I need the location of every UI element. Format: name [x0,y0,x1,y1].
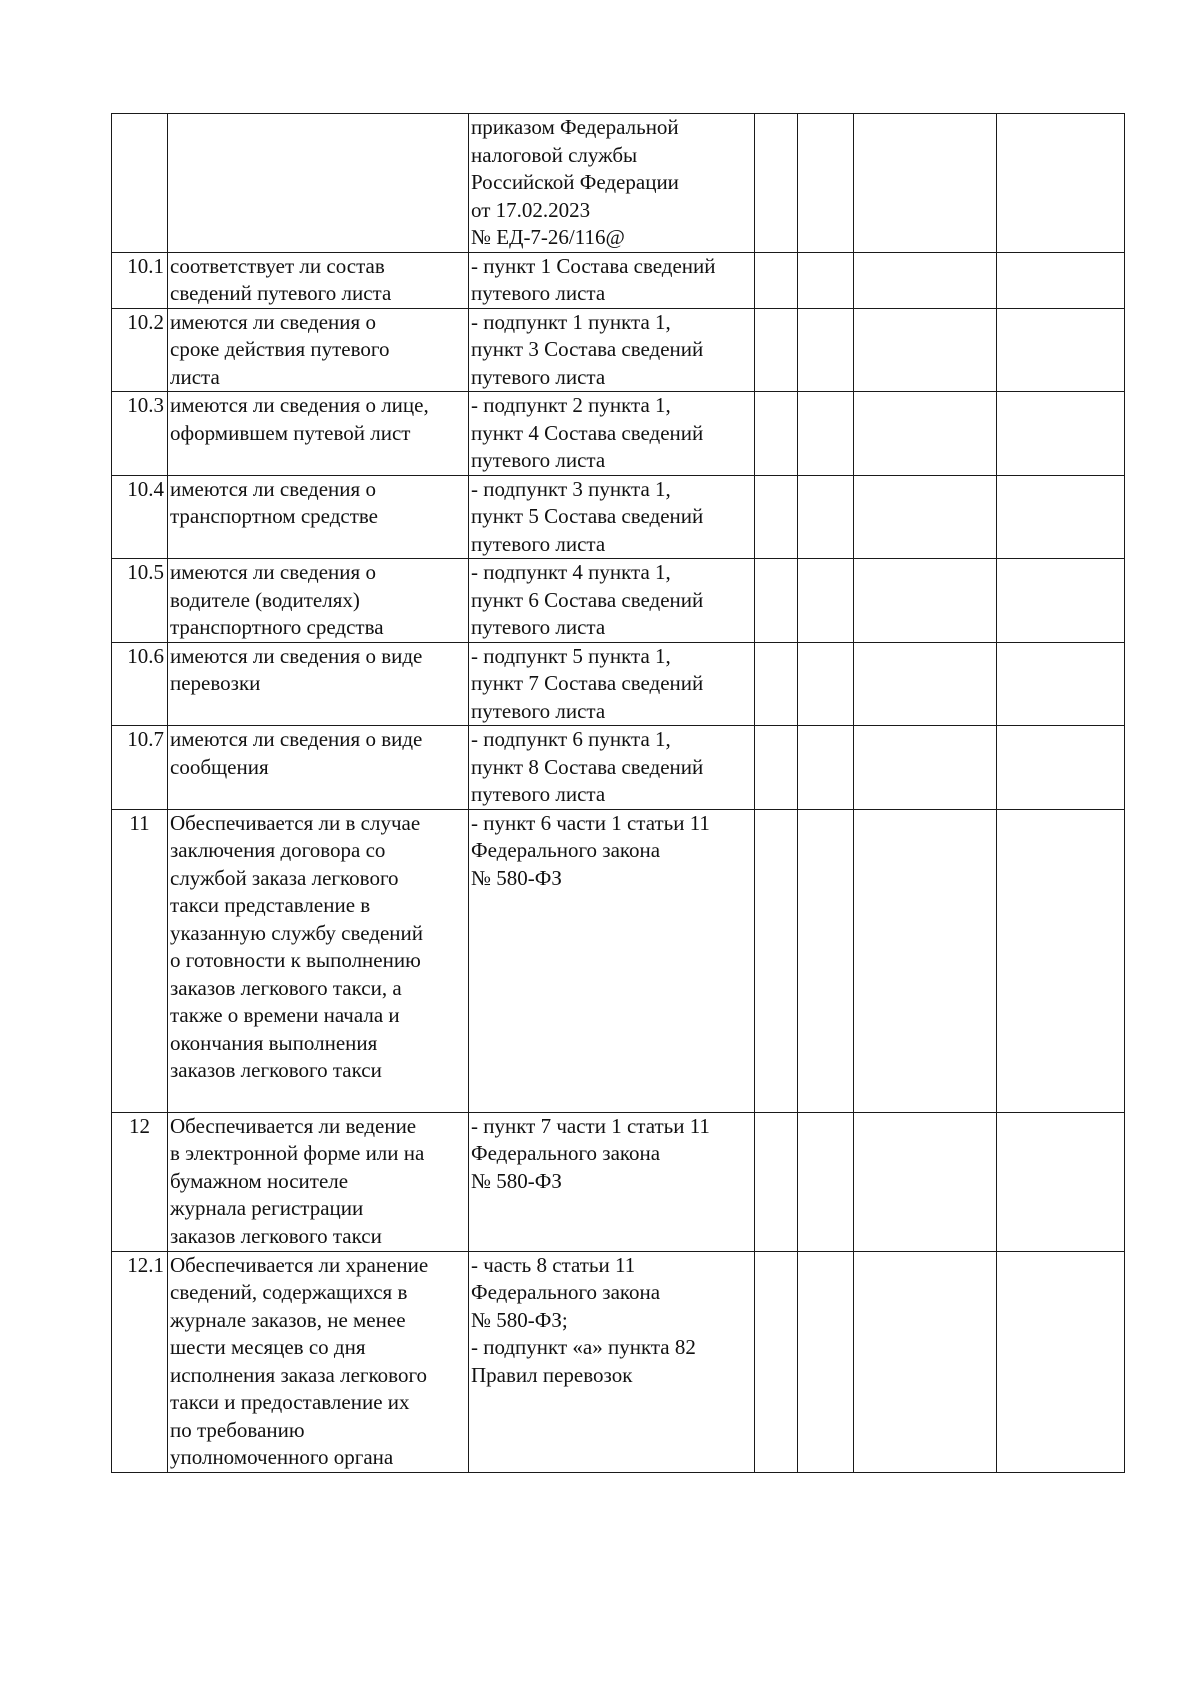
requirement-question: Обеспечивается ли хранение сведений, содержащихся в журнале заказов, не менее шести месяцев со дня исполнения заказа легкового такси и предоставление их по требованию уполномоченного органа [168,1251,469,1472]
answer-yes-cell [755,726,798,810]
notes-cell [997,475,1125,559]
table-row [112,809,1125,1112]
answer-no-cell [798,252,854,308]
answer-na-cell [854,1251,997,1472]
table-row [112,1112,1125,1251]
notes-cell [997,308,1125,392]
answer-no-cell [798,475,854,559]
table-row [112,392,1125,476]
answer-na-cell [854,726,997,810]
answer-no-cell [798,726,854,810]
row-number: 10.1 [112,252,168,308]
answer-no-cell [798,1112,854,1251]
answer-yes-cell [755,252,798,308]
answer-yes-cell [755,475,798,559]
row-number: 10.5 [112,559,168,643]
checklist-table [111,113,1125,1473]
row-number [112,114,168,253]
row-number: 12.1 [112,1251,168,1472]
legal-basis: - подпункт 1 пункта 1, пункт 3 Состава сведений путевого листа [469,308,755,392]
answer-yes-cell [755,1112,798,1251]
answer-na-cell [854,114,997,253]
requirement-question: имеются ли сведения о транспортном средстве [168,475,469,559]
row-number: 10.6 [112,642,168,726]
answer-na-cell [854,392,997,476]
table-row [112,114,1125,253]
table-row [112,252,1125,308]
answer-yes-cell [755,1251,798,1472]
requirement-question: имеются ли сведения о виде сообщения [168,726,469,810]
row-number: 10.3 [112,392,168,476]
notes-cell [997,252,1125,308]
notes-cell [997,114,1125,253]
answer-na-cell [854,308,997,392]
answer-no-cell [798,392,854,476]
legal-basis: - подпункт 5 пункта 1, пункт 7 Состава сведений путевого листа [469,642,755,726]
legal-basis: - пункт 7 части 1 статьи 11 Федерального закона № 580-ФЗ [469,1112,755,1251]
answer-no-cell [798,642,854,726]
legal-basis: - подпункт 6 пункта 1, пункт 8 Состава сведений путевого листа [469,726,755,810]
legal-basis: - пункт 1 Состава сведений путевого листа [469,252,755,308]
requirement-question [168,114,469,253]
answer-yes-cell [755,392,798,476]
legal-basis: - подпункт 2 пункта 1, пункт 4 Состава сведений путевого листа [469,392,755,476]
notes-cell [997,392,1125,476]
answer-yes-cell [755,308,798,392]
notes-cell [997,726,1125,810]
row-number: 10.4 [112,475,168,559]
answer-yes-cell [755,809,798,1112]
table-row [112,559,1125,643]
table-row [112,642,1125,726]
requirement-question: Обеспечивается ли в случае заключения договора со службой заказа легкового такси представление в указанную службу сведений о готовности к выполнению заказов легкового такси, а также о времени начала и окончания выполнения заказов легкового такси [168,809,469,1112]
notes-cell [997,559,1125,643]
answer-na-cell [854,475,997,559]
answer-no-cell [798,308,854,392]
answer-na-cell [854,809,997,1112]
row-number: 10.7 [112,726,168,810]
answer-na-cell [854,559,997,643]
answer-yes-cell [755,642,798,726]
requirement-question: имеются ли сведения о сроке действия путевого листа [168,308,469,392]
notes-cell [997,809,1125,1112]
table-row [112,726,1125,810]
row-number: 12 [112,1112,168,1251]
legal-basis: - подпункт 4 пункта 1, пункт 6 Состава сведений путевого листа [469,559,755,643]
legal-basis: приказом Федеральной налоговой службы Российской Федерации от 17.02.2023 № ЕД-7-26/116@ [469,114,755,253]
answer-na-cell [854,642,997,726]
answer-no-cell [798,559,854,643]
row-number: 10.2 [112,308,168,392]
answer-na-cell [854,252,997,308]
requirement-question: имеются ли сведения о виде перевозки [168,642,469,726]
answer-yes-cell [755,114,798,253]
table-row [112,1251,1125,1472]
answer-no-cell [798,114,854,253]
requirement-question: Обеспечивается ли ведение в электронной форме или на бумажном носителе журнала регистрации заказов легкового такси [168,1112,469,1251]
requirement-question: имеются ли сведения о лице, оформившем путевой лист [168,392,469,476]
notes-cell [997,1251,1125,1472]
table-row [112,308,1125,392]
notes-cell [997,1112,1125,1251]
answer-no-cell [798,809,854,1112]
answer-yes-cell [755,559,798,643]
requirement-question: имеются ли сведения о водителе (водителях) транспортного средства [168,559,469,643]
legal-basis: - пункт 6 части 1 статьи 11 Федерального закона № 580-ФЗ [469,809,755,1112]
answer-na-cell [854,1112,997,1251]
table-row [112,475,1125,559]
legal-basis: - подпункт 3 пункта 1, пункт 5 Состава сведений путевого листа [469,475,755,559]
notes-cell [997,642,1125,726]
answer-no-cell [798,1251,854,1472]
legal-basis: - часть 8 статьи 11 Федерального закона № 580-ФЗ; - подпункт «а» пункта 82 Правил перевозок [469,1251,755,1472]
requirement-question: соответствует ли состав сведений путевого листа [168,252,469,308]
row-number: 11 [112,809,168,1112]
